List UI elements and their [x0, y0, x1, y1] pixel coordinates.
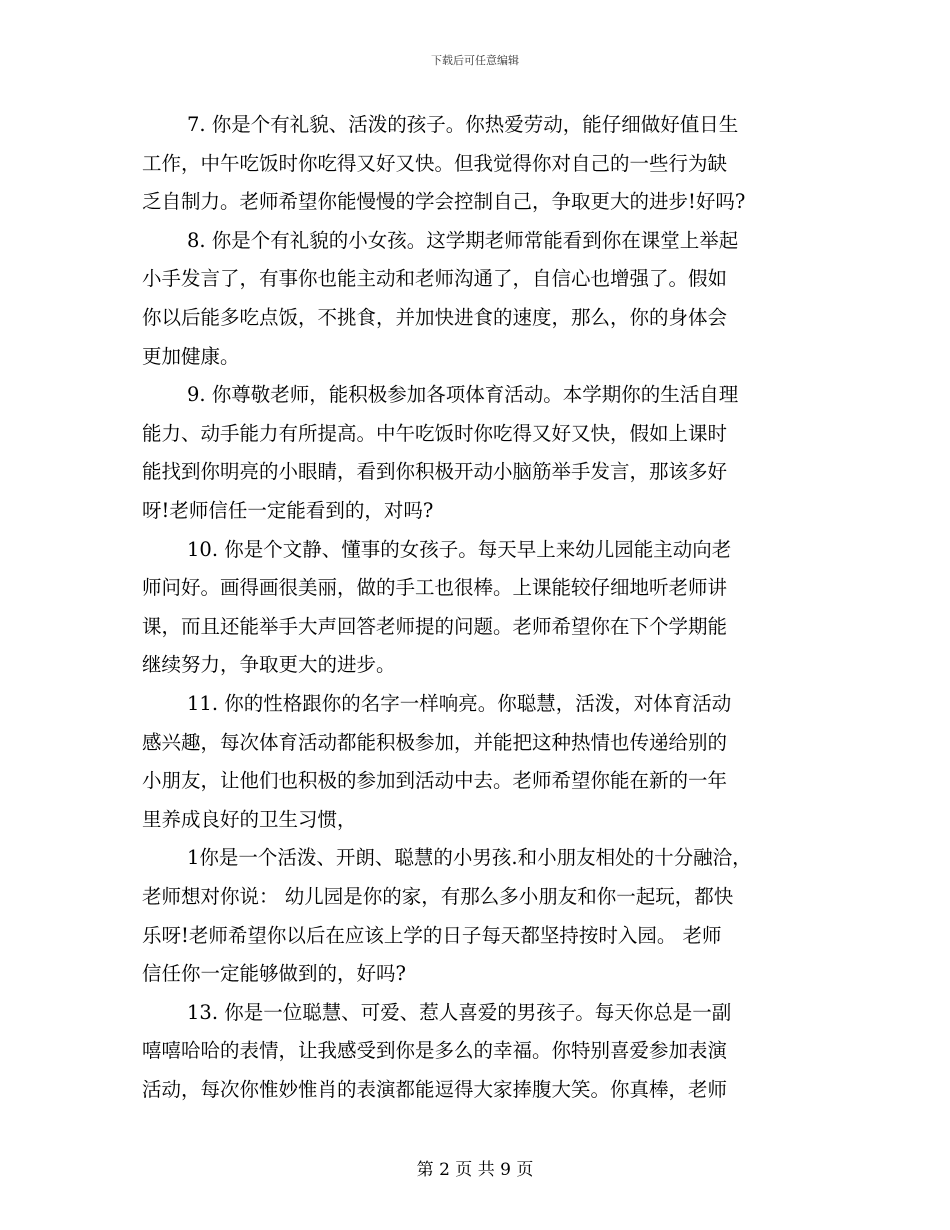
paragraph-line: 工作，中午吃饭时你吃得又好又快。但我觉得你对自己的一些行为缺: [142, 151, 728, 175]
paragraph-first-line: 13. 你是一位聪慧、可爱、惹人喜爱的男孩子。每天你总是一副: [187, 1000, 732, 1024]
paragraph-line: 小手发言了，有事你也能主动和老师沟通了，自信心也增强了。假如: [142, 267, 728, 291]
paragraph-line: 感兴趣，每次体育活动都能积极参加，并能把这种热情也传递给别的: [142, 730, 728, 754]
paragraph-line: 更加健康。: [142, 344, 240, 368]
paragraph-line: 能找到你明亮的小眼睛，看到你积极开动小脑筋举手发言，那该多好: [142, 460, 728, 484]
paragraph-line: 活动，每次你惟妙惟肖的表演都能逗得大家捧腹大笑。你真棒，老师: [142, 1078, 728, 1101]
paragraph-line: 信任你一定能够做到的，好吗?: [142, 962, 406, 986]
paragraph-first-line: 11. 你的性格跟你的名字一样响亮。你聪慧，活泼，对体育活动: [187, 692, 732, 715]
paragraph-line: 小朋友，让他们也积极的参加到活动中去。老师希望你能在新的一年: [142, 769, 728, 793]
paragraph-line: 嘻嘻哈哈的表情，让我感受到你是多么的幸福。你特别喜爱参加表演: [142, 1039, 728, 1063]
paragraph-first-line: 9. 你尊敬老师，能积极参加各项体育活动。本学期你的生活自理: [187, 383, 739, 407]
paragraph-first-line: 8. 你是个有礼貌的小女孩。这学期老师常能看到你在课堂上举起: [187, 228, 739, 252]
paragraph-line: 里养成良好的卫生习惯，: [142, 807, 357, 831]
paragraph-line: 课，而且还能举手大声回答老师提的问题。老师希望你在下个学期能: [142, 614, 728, 638]
paragraph-first-line: 7. 你是个有礼貌、活泼的孩子。你热爱劳动，能仔细做好值日生: [187, 113, 739, 136]
paragraph-first-line: 10. 你是个文静、懂事的女孩子。每天早上来幼儿园能主动向老: [187, 537, 732, 561]
paragraph-line: 老师想对你说： 幼儿园是你的家，有那么多小朋友和你一起玩，都快: [142, 885, 734, 908]
paragraph-line: 继续努力，争取更大的进步。: [142, 653, 396, 677]
paragraph-line: 呀!老师信任一定能看到的，对吗?: [142, 499, 434, 522]
paragraph-line: 乏自制力。老师希望你能慢慢的学会控制自己，争取更大的进步!好吗?: [142, 190, 746, 214]
page-header: 下载后可任意编辑: [431, 54, 519, 67]
paragraph-line: 乐呀!老师希望你以后在应该上学的日子每天都坚持按时入园。 老师: [142, 923, 722, 947]
paragraph-line: 师问好。画得画很美丽，做的手工也很棒。上课能较仔细地听老师讲: [142, 576, 728, 600]
paragraph-line: 你以后能多吃点饭，不挑食，并加快进食的速度，那么，你的身体会: [142, 306, 728, 329]
paragraph-first-line: 1你是一个活泼、开朗、聪慧的小男孩.和小朋友相处的十分融洽，: [187, 846, 752, 870]
page-footer: 第 2 页 共 9 页: [416, 1160, 534, 1180]
paragraph-line: 能力、动手能力有所提高。中午吃饭时你吃得又好又快，假如上课时: [142, 421, 728, 445]
